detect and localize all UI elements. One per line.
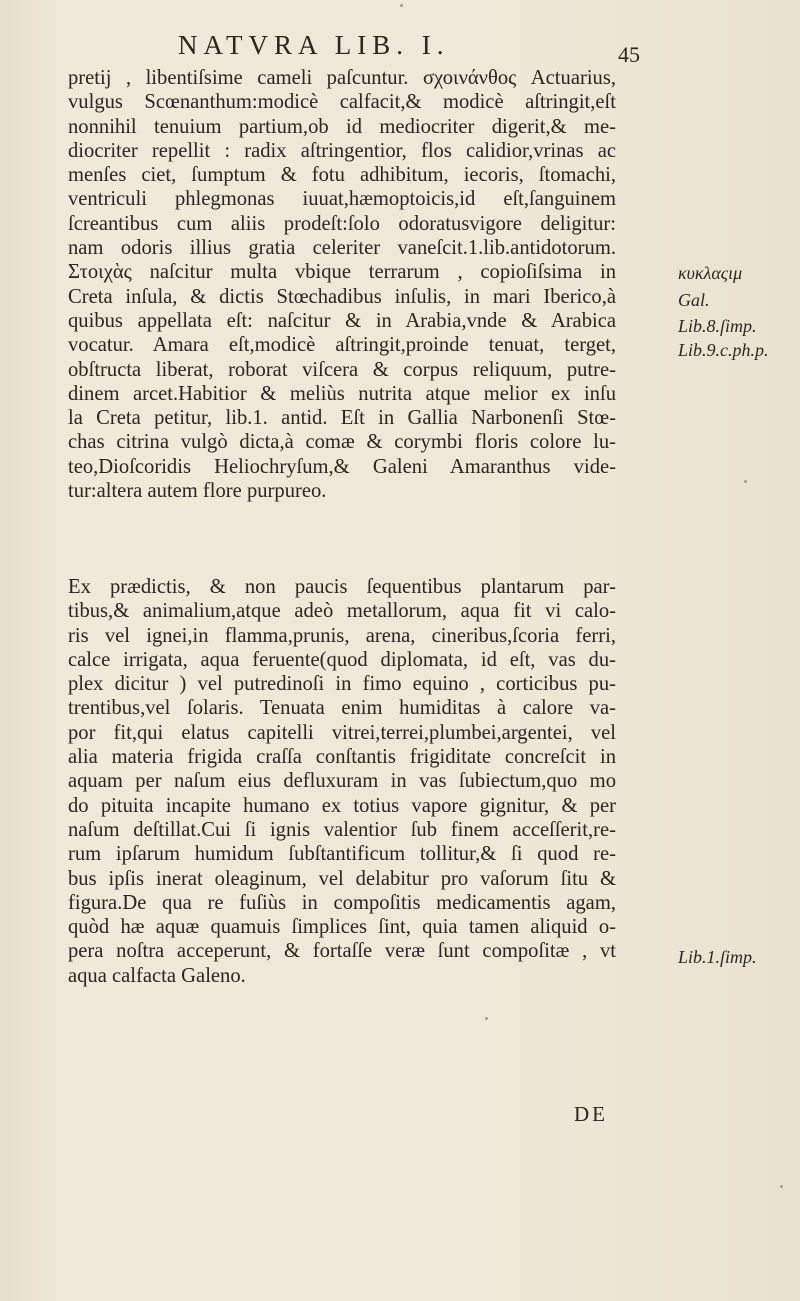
text-line: Στοιχὰς naſcitur multa vbique terrarum , copioſiſsima in: [68, 261, 616, 284]
text-line: trentibus,vel ſolaris. Tenuata enim humiditas à calore va-: [68, 697, 616, 720]
paragraph-1: [68, 66, 616, 503]
text-line: rum ipſarum humidum ſubſtantificum tollitur,& ſi quod re-: [68, 843, 616, 866]
text-line: por fit,qui elatus capitelli vitrei,terrei,plumbei,argentei, vel: [68, 721, 616, 744]
paper-speck: [485, 1017, 488, 1020]
text-line: obſtructa liberat, roborat viſcera & corpus reliquum, putre-: [68, 358, 616, 381]
text-line: do pituita incapite humano ex totius vapore gignitur, & per: [68, 794, 616, 817]
page-header: [0, 30, 800, 70]
page-number: 45: [618, 42, 640, 67]
paragraph-2: [68, 575, 616, 988]
text-line: pera noſtra acceperunt, & fortaſſe veræ ſunt compoſitæ , vt: [68, 940, 616, 963]
text-line: tur:altera autem flore purpureo.: [68, 480, 327, 503]
text-line: diocriter repellit : radix aſtringentior, flos calidior,vrinas ac: [68, 139, 616, 162]
text-line: nonnihil tenuium partium,ob id mediocriter digerit,& me-: [68, 115, 616, 138]
text-line: aquam per naſum eius defluxuram in vas ſubiectum,quo mo: [68, 770, 616, 793]
text-line: alia materia frigida craſſa conſtantis frigiditate concreſcit in: [68, 746, 616, 769]
margin-note-greek: κυκλαςιμ: [678, 263, 743, 283]
text-line: naſum deſtillat.Cui ſi ignis valentior ſub finem acceſſerit,re-: [68, 818, 616, 841]
running-title: NATVRA LIB. I.: [178, 30, 450, 60]
paper-speck: [780, 1185, 783, 1188]
text-line: ſcreantibus cum aliis prodeſt:ſolo odoratusvigore deligitur:: [68, 212, 616, 235]
text-line: menſes ciet, ſumptum & fotu adhibitum, iecoris, ſtomachi,: [68, 164, 616, 187]
margin-note-lib9: Lib.9.c.ph.p.: [678, 340, 769, 360]
text-line: ris vel ignei,in flamma,prunis, arena, cineribus,ſcoria ferri,: [68, 624, 616, 647]
text-line: nam odoris illius gratia celeriter vaneſcit.1.lib.antidotorum.: [68, 237, 616, 260]
text-line: vulgus Scœnanthum:modicè calfacit,& modicè aſtringit,eſt: [68, 91, 616, 114]
text-line: bus ipſis inerat oleaginum, vel delabitur pro vaſorum ſitu &: [68, 867, 616, 890]
text-line: Creta inſula, & dictis Stœchadibus inſulis, in mari Iberico,à: [68, 285, 616, 308]
margin-note-lib1: Lib.1.ſimp.: [678, 947, 757, 967]
text-line: tibus,& animalium,atque adeò metallorum, aqua fit vi calo-: [68, 600, 616, 623]
text-line: aqua calfacta Galeno.: [68, 964, 246, 987]
text-line: quòd hæ aquæ quamuis ſimplices ſint, quia tamen aliquid o-: [68, 916, 616, 939]
text-line: calce irrigata, aqua feruente(quod diplomata, id eſt, vas du-: [68, 648, 616, 671]
text-line: Ex prædictis, & non paucis ſequentibus plantarum par-: [68, 576, 616, 598]
text-line: chas citrina vulgò dicta,à comæ & corymbi floris colore lu-: [68, 431, 616, 454]
text-line: pretij , libentiſsime cameli paſcuntur. σχοινάνθος Actuarius,: [68, 67, 616, 89]
text-line: vocatur. Amara eſt,modicè aſtringit,proinde tenuat, terget,: [68, 334, 616, 357]
text-line: figura.De qua re fuſiùs in compoſitis medicamentis agam,: [68, 891, 616, 914]
text-line: la Creta petitur, lib.1. antid. Eſt in Gallia Narbonenſi Stœ-: [68, 407, 616, 430]
text-line: plex dicitur ) vel putredinoſi in fimo equino , corticibus pu-: [68, 673, 616, 696]
margin-note-lib8: Lib.8.ſimp.: [678, 316, 757, 336]
catchword: DE: [574, 1102, 608, 1126]
text-line: quibus appellata eſt: naſcitur & in Arabia,vnde & Arabica: [68, 309, 616, 332]
text-line: dinem arcet.Habitior & meliùs nutrita atque melior ex inſu: [68, 382, 616, 405]
text-line: teo,Dioſcoridis Heliochryſum,& Galeni Amaranthus vide-: [68, 455, 616, 478]
paper-speck: [400, 4, 403, 7]
text-line: ventriculi phlegmonas iuuat,hæmoptoicis,id eſt,ſanguinem: [68, 188, 616, 211]
paper-speck: [744, 480, 747, 483]
margin-note-gal: Gal.: [678, 290, 710, 310]
